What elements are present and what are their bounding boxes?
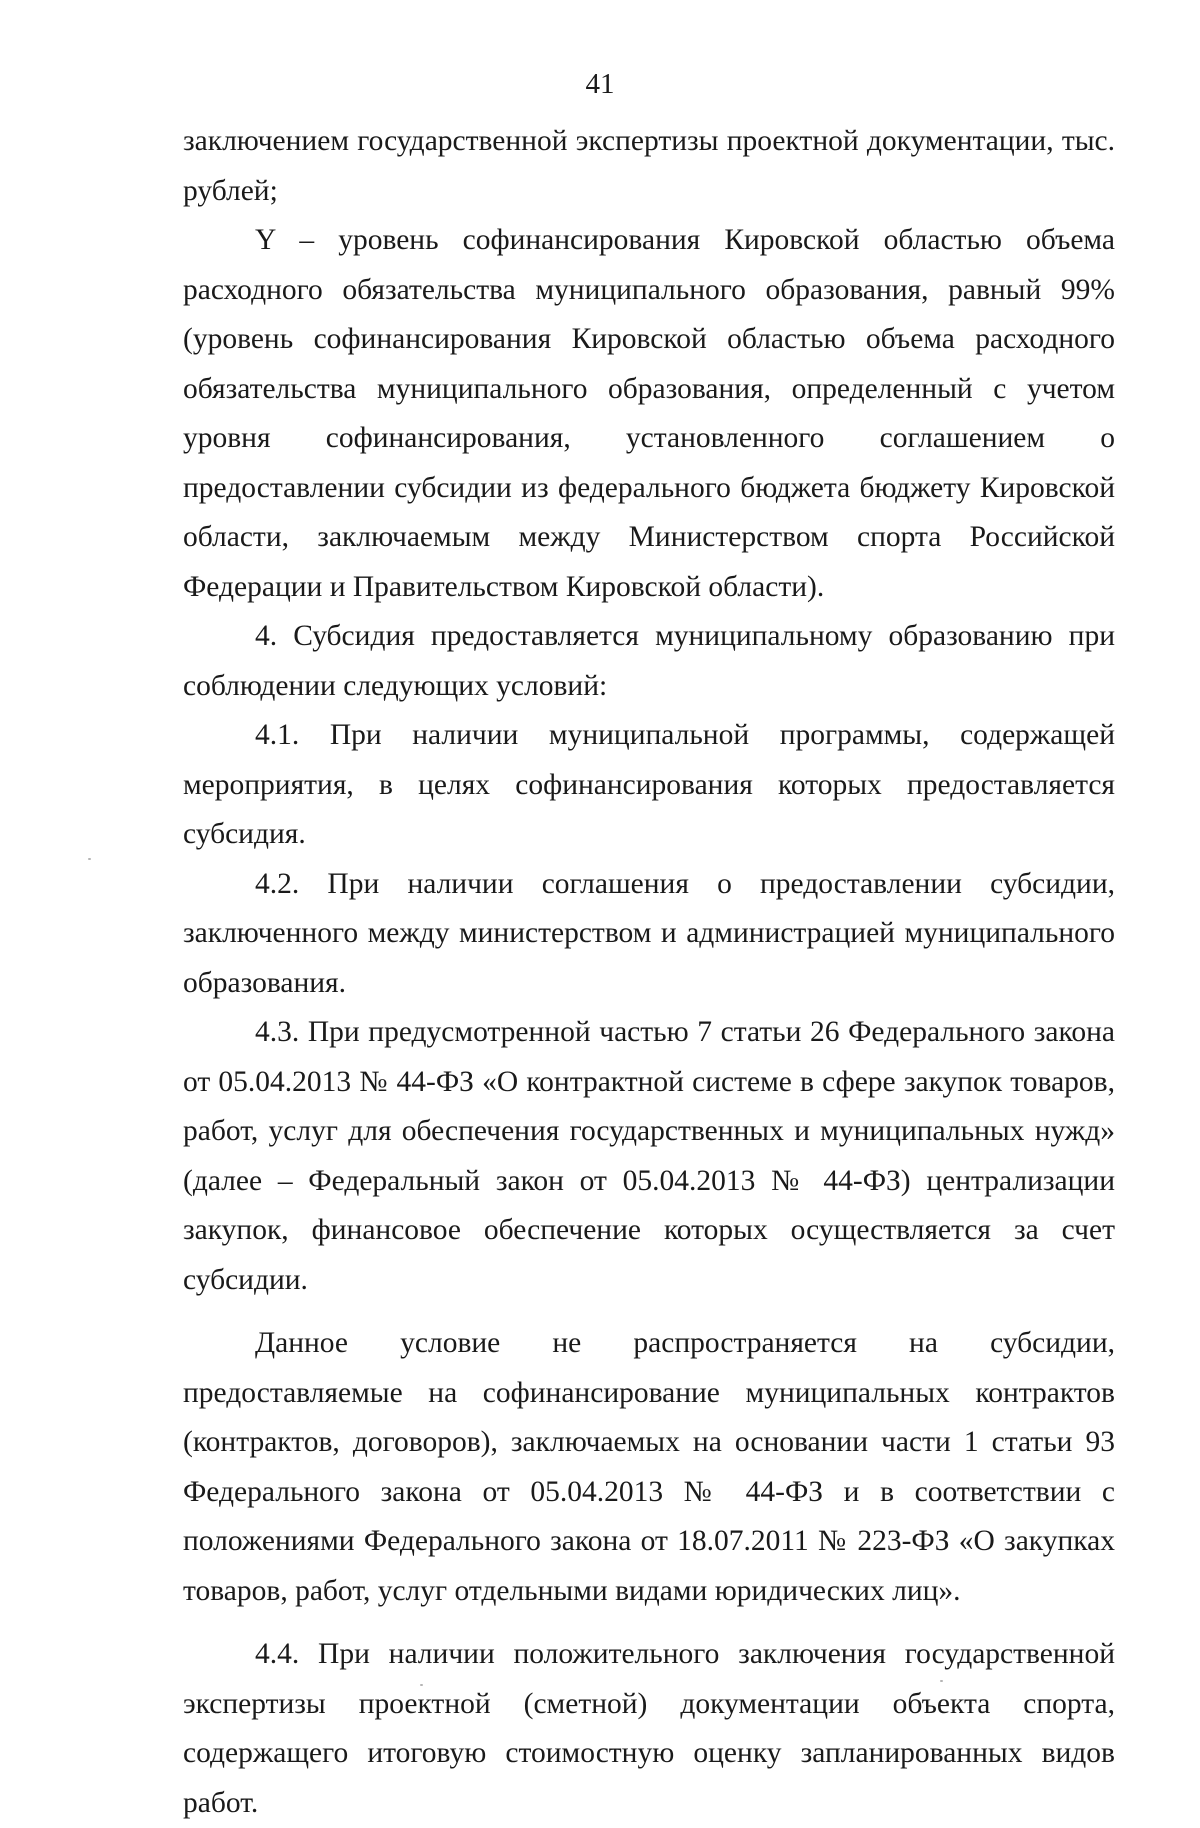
scan-speck xyxy=(420,1684,423,1686)
page-number: 41 xyxy=(585,68,615,100)
paragraph-condition-4-4: 4.4. При наличии положительного заключения государственной экспертизы проектной (сметной) документации объекта спорта, содержащего итоговую стоимостную оценку запланированных видов работ. xyxy=(183,1638,1115,1819)
paragraph-condition-4-1: 4.1. При наличии муниципальной программы, содержащей мероприятия, в целях софинансирования которых предоставляется субсидия. xyxy=(183,719,1115,850)
paragraph-section-4: 4. Субсидия предоставляется муниципальному образованию при соблюдении следующих условий: xyxy=(183,620,1115,702)
paragraph-continuation: заключением государственной экспертизы проектной документации, тыс. рублей; xyxy=(183,125,1115,207)
scan-speck xyxy=(940,1680,943,1682)
paragraph-condition-4-2: 4.2. При наличии соглашения о предоставлении субсидии, заключенного между министерством и администрацией муниципального образования. xyxy=(183,867,1115,999)
paragraph-exception: Данное условие не распространяется на субсидии, предоставляемые на софинансирование муниципальных контрактов (контрактов, договоров), заключаемых на основании части 1 статьи 93 Федерального закона от 05.04.2013 № 44-ФЗ и в соответствии с положениями Федерального закона от 18.07.2011 № 223-ФЗ «О закупках товаров, работ, услуг отдельными видами юридических лиц». xyxy=(183,1327,1115,1607)
paragraph-condition-4-3: 4.3. При предусмотренной частью 7 статьи 26 Федерального закона от 05.04.2013 № 44-ФЗ «О контрактной системе в сфере закупок товаров, работ, услуг для обеспечения государственных и муниципальных нужд» (далее – Федеральный закон от 05.04.2013 № 44-ФЗ) централизации закупок, финансовое обеспечение которых осуществляется за счет субсидии. xyxy=(183,1016,1115,1296)
paragraph-y-definition: Y – уровень софинансирования Кировской областью объема расходного обязательства муниципального образования, равный 99% (уровень софинансирования Кировской областью объема расходного обязательства муниципального образования, определенный с учетом уровня софинансирования, установленного соглашением о предоставлении субсидии из федерального бюджета бюджету Кировской области, заключаемым между Министерством спорта Российской Федерации и Правительством Кировской области). xyxy=(183,224,1115,603)
scan-speck xyxy=(88,858,91,860)
document-body xyxy=(183,117,1115,1828)
